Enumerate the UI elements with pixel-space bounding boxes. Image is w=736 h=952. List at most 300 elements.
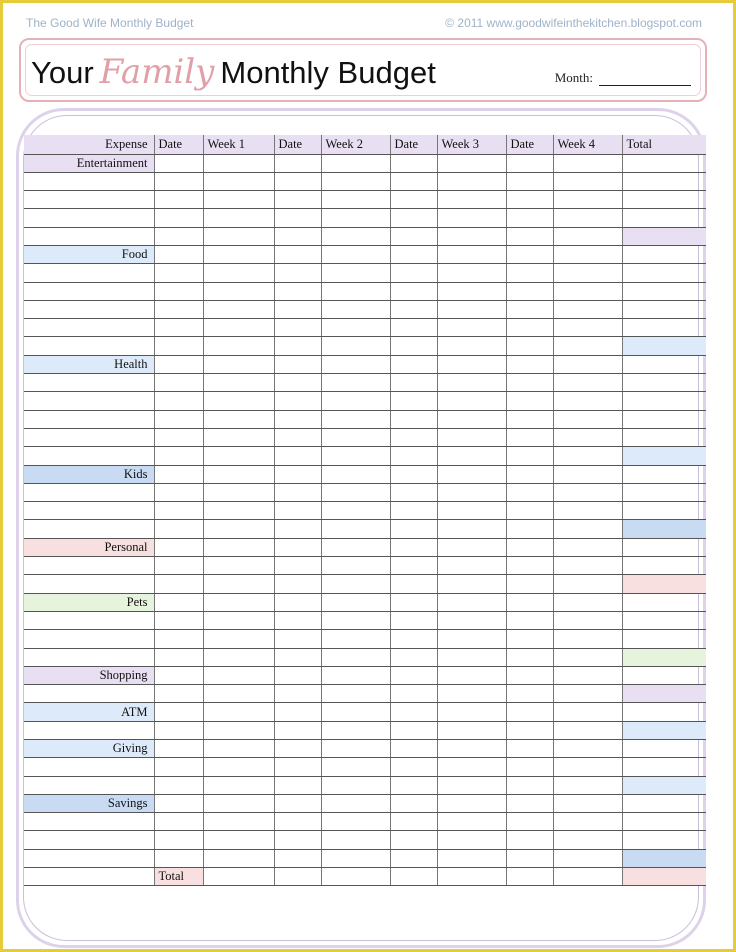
entry-cell[interactable] [506,374,553,392]
entry-cell[interactable] [553,355,622,373]
entry-cell[interactable] [506,868,553,886]
entry-cell[interactable] [390,502,437,520]
subtotal-row[interactable] [24,337,706,355]
entry-cell[interactable] [154,721,203,739]
entry-cell[interactable] [203,428,274,446]
entry-cell[interactable] [203,282,274,300]
entry-cell[interactable] [274,337,321,355]
entry-cell[interactable] [154,502,203,520]
entry-cell[interactable] [274,685,321,703]
entry-cell[interactable] [506,209,553,227]
entry-cell[interactable] [203,447,274,465]
entry-cell[interactable] [506,648,553,666]
entry-cell[interactable] [321,813,390,831]
table-row[interactable] [24,831,706,849]
entry-cell[interactable] [203,557,274,575]
entry-cell[interactable] [321,319,390,337]
entry-cell[interactable] [274,465,321,483]
entry-cell[interactable] [203,849,274,867]
entry-cell[interactable] [622,374,706,392]
entry-cell[interactable] [506,611,553,629]
entry-cell[interactable] [506,520,553,538]
entry-cell[interactable] [553,483,622,501]
entry-cell[interactable] [154,831,203,849]
entry-cell[interactable] [622,666,706,684]
entry-cell[interactable] [154,374,203,392]
entry-cell[interactable] [437,849,506,867]
entry-cell[interactable] [553,758,622,776]
entry-cell[interactable] [154,648,203,666]
entry-cell[interactable] [622,465,706,483]
entry-cell[interactable] [24,575,154,593]
entry-cell[interactable] [154,191,203,209]
entry-cell[interactable] [274,648,321,666]
entry-cell[interactable] [506,630,553,648]
entry-cell[interactable] [321,776,390,794]
entry-cell[interactable] [390,630,437,648]
entry-cell[interactable] [274,264,321,282]
entry-cell[interactable] [622,245,706,263]
entry-cell[interactable] [553,172,622,190]
entry-cell[interactable] [24,337,154,355]
entry-cell[interactable] [24,227,154,245]
entry-cell[interactable] [154,685,203,703]
entry-cell[interactable] [203,648,274,666]
entry-cell[interactable] [553,447,622,465]
entry-cell[interactable] [203,355,274,373]
entry-cell[interactable] [321,355,390,373]
category-row-giving[interactable] [24,740,706,758]
entry-cell[interactable] [154,227,203,245]
entry-cell[interactable] [321,374,390,392]
entry-cell[interactable] [506,593,553,611]
entry-cell[interactable] [390,538,437,556]
entry-cell[interactable] [203,538,274,556]
entry-cell[interactable] [321,245,390,263]
entry-cell[interactable] [437,520,506,538]
entry-cell[interactable] [203,685,274,703]
entry-cell[interactable] [321,227,390,245]
entry-cell[interactable] [390,868,437,886]
entry-cell[interactable] [274,520,321,538]
entry-cell[interactable] [274,502,321,520]
subtotal-cell[interactable] [622,520,706,538]
entry-cell[interactable] [203,794,274,812]
entry-cell[interactable] [154,776,203,794]
entry-cell[interactable] [390,740,437,758]
table-row[interactable] [24,557,706,575]
entry-cell[interactable] [274,282,321,300]
entry-cell[interactable] [506,172,553,190]
entry-cell[interactable] [154,538,203,556]
subtotal-cell[interactable] [622,776,706,794]
entry-cell[interactable] [390,209,437,227]
entry-cell[interactable] [203,630,274,648]
entry-cell[interactable] [203,520,274,538]
entry-cell[interactable] [321,282,390,300]
table-row[interactable] [24,611,706,629]
entry-cell[interactable] [154,849,203,867]
entry-cell[interactable] [154,575,203,593]
entry-cell[interactable] [437,300,506,318]
entry-cell[interactable] [622,831,706,849]
entry-cell[interactable] [154,557,203,575]
entry-cell[interactable] [622,300,706,318]
subtotal-cell[interactable] [622,575,706,593]
entry-cell[interactable] [24,776,154,794]
entry-cell[interactable] [274,813,321,831]
entry-cell[interactable] [203,831,274,849]
table-row[interactable] [24,209,706,227]
entry-cell[interactable] [506,191,553,209]
entry-cell[interactable] [203,154,274,172]
entry-cell[interactable] [321,392,390,410]
entry-cell[interactable] [390,813,437,831]
entry-cell[interactable] [154,611,203,629]
entry-cell[interactable] [203,813,274,831]
entry-cell[interactable] [506,319,553,337]
grand-total-cell[interactable] [622,868,706,886]
category-row-personal[interactable] [24,538,706,556]
entry-cell[interactable] [437,557,506,575]
entry-cell[interactable] [24,483,154,501]
entry-cell[interactable] [437,319,506,337]
entry-cell[interactable] [506,355,553,373]
entry-cell[interactable] [24,813,154,831]
entry-cell[interactable] [622,557,706,575]
entry-cell[interactable] [390,831,437,849]
entry-cell[interactable] [274,575,321,593]
entry-cell[interactable] [390,465,437,483]
table-row[interactable] [24,410,706,428]
entry-cell[interactable] [553,282,622,300]
entry-cell[interactable] [154,593,203,611]
entry-cell[interactable] [321,630,390,648]
entry-cell[interactable] [553,410,622,428]
subtotal-row[interactable] [24,648,706,666]
entry-cell[interactable] [437,428,506,446]
entry-cell[interactable] [321,868,390,886]
entry-cell[interactable] [437,868,506,886]
subtotal-row[interactable] [24,721,706,739]
entry-cell[interactable] [24,282,154,300]
entry-cell[interactable] [154,300,203,318]
entry-cell[interactable] [506,794,553,812]
entry-cell[interactable] [154,337,203,355]
table-row[interactable] [24,483,706,501]
entry-cell[interactable] [274,849,321,867]
entry-cell[interactable] [154,447,203,465]
entry-cell[interactable] [437,813,506,831]
entry-cell[interactable] [274,245,321,263]
entry-cell[interactable] [321,191,390,209]
entry-cell[interactable] [321,648,390,666]
entry-cell[interactable] [622,611,706,629]
entry-cell[interactable] [506,245,553,263]
entry-cell[interactable] [622,209,706,227]
subtotal-row[interactable] [24,520,706,538]
entry-cell[interactable] [390,410,437,428]
entry-cell[interactable] [274,392,321,410]
entry-cell[interactable] [390,154,437,172]
entry-cell[interactable] [622,282,706,300]
category-row-food[interactable] [24,245,706,263]
entry-cell[interactable] [24,428,154,446]
entry-cell[interactable] [274,355,321,373]
subtotal-row[interactable] [24,447,706,465]
entry-cell[interactable] [622,319,706,337]
entry-cell[interactable] [506,575,553,593]
entry-cell[interactable] [154,319,203,337]
entry-cell[interactable] [506,337,553,355]
entry-cell[interactable] [321,538,390,556]
entry-cell[interactable] [390,282,437,300]
entry-cell[interactable] [506,758,553,776]
entry-cell[interactable] [274,374,321,392]
entry-cell[interactable] [506,813,553,831]
entry-cell[interactable] [154,282,203,300]
entry-cell[interactable] [437,227,506,245]
entry-cell[interactable] [622,703,706,721]
subtotal-cell[interactable] [622,721,706,739]
entry-cell[interactable] [506,428,553,446]
entry-cell[interactable] [390,245,437,263]
entry-cell[interactable] [321,172,390,190]
table-row[interactable] [24,264,706,282]
entry-cell[interactable] [390,849,437,867]
subtotal-cell[interactable] [622,337,706,355]
entry-cell[interactable] [622,392,706,410]
entry-cell[interactable] [390,337,437,355]
entry-cell[interactable] [437,794,506,812]
entry-cell[interactable] [553,502,622,520]
entry-cell[interactable] [553,721,622,739]
entry-cell[interactable] [321,593,390,611]
entry-cell[interactable] [553,666,622,684]
entry-cell[interactable] [274,557,321,575]
entry-cell[interactable] [437,648,506,666]
entry-cell[interactable] [390,300,437,318]
entry-cell[interactable] [437,154,506,172]
entry-cell[interactable] [154,758,203,776]
entry-cell[interactable] [553,593,622,611]
entry-cell[interactable] [553,154,622,172]
entry-cell[interactable] [24,209,154,227]
entry-cell[interactable] [553,703,622,721]
table-row[interactable] [24,319,706,337]
category-row-entertainment[interactable] [24,154,706,172]
entry-cell[interactable] [203,868,274,886]
entry-cell[interactable] [553,868,622,886]
entry-cell[interactable] [203,593,274,611]
entry-cell[interactable] [24,300,154,318]
table-row[interactable] [24,374,706,392]
entry-cell[interactable] [274,538,321,556]
entry-cell[interactable] [553,740,622,758]
entry-cell[interactable] [437,209,506,227]
entry-cell[interactable] [506,264,553,282]
entry-cell[interactable] [390,319,437,337]
entry-cell[interactable] [553,611,622,629]
entry-cell[interactable] [154,740,203,758]
entry-cell[interactable] [321,337,390,355]
entry-cell[interactable] [154,428,203,446]
table-row[interactable] [24,300,706,318]
entry-cell[interactable] [437,410,506,428]
entry-cell[interactable] [203,776,274,794]
entry-cell[interactable] [437,502,506,520]
entry-cell[interactable] [203,392,274,410]
entry-cell[interactable] [390,483,437,501]
entry-cell[interactable] [203,264,274,282]
entry-cell[interactable] [321,575,390,593]
table-row[interactable] [24,813,706,831]
category-row-atm[interactable] [24,703,706,721]
entry-cell[interactable] [553,374,622,392]
entry-cell[interactable] [203,300,274,318]
entry-cell[interactable] [506,703,553,721]
entry-cell[interactable] [203,575,274,593]
entry-cell[interactable] [437,666,506,684]
category-row-kids[interactable] [24,465,706,483]
entry-cell[interactable] [24,410,154,428]
entry-cell[interactable] [622,264,706,282]
entry-cell[interactable] [506,447,553,465]
entry-cell[interactable] [321,794,390,812]
entry-cell[interactable] [274,410,321,428]
month-field[interactable] [555,70,691,86]
entry-cell[interactable] [390,557,437,575]
entry-cell[interactable] [622,355,706,373]
entry-cell[interactable] [437,630,506,648]
entry-cell[interactable] [154,245,203,263]
entry-cell[interactable] [154,703,203,721]
entry-cell[interactable] [24,557,154,575]
entry-cell[interactable] [24,685,154,703]
entry-cell[interactable] [274,319,321,337]
entry-cell[interactable] [274,831,321,849]
entry-cell[interactable] [274,154,321,172]
subtotal-row[interactable] [24,849,706,867]
entry-cell[interactable] [274,172,321,190]
entry-cell[interactable] [321,428,390,446]
entry-cell[interactable] [553,209,622,227]
table-row[interactable] [24,282,706,300]
entry-cell[interactable] [24,447,154,465]
entry-cell[interactable] [437,685,506,703]
entry-cell[interactable] [622,428,706,446]
entry-cell[interactable] [203,740,274,758]
entry-cell[interactable] [437,538,506,556]
entry-cell[interactable] [553,776,622,794]
entry-cell[interactable] [622,593,706,611]
entry-cell[interactable] [203,191,274,209]
entry-cell[interactable] [24,172,154,190]
entry-cell[interactable] [274,740,321,758]
entry-cell[interactable] [437,575,506,593]
entry-cell[interactable] [274,666,321,684]
entry-cell[interactable] [154,520,203,538]
entry-cell[interactable] [203,611,274,629]
entry-cell[interactable] [274,721,321,739]
entry-cell[interactable] [390,666,437,684]
entry-cell[interactable] [203,502,274,520]
entry-cell[interactable] [321,502,390,520]
entry-cell[interactable] [437,355,506,373]
entry-cell[interactable] [203,245,274,263]
entry-cell[interactable] [321,447,390,465]
entry-cell[interactable] [24,868,154,886]
entry-cell[interactable] [506,154,553,172]
subtotal-cell[interactable] [622,849,706,867]
entry-cell[interactable] [437,758,506,776]
entry-cell[interactable] [390,428,437,446]
subtotal-row[interactable] [24,227,706,245]
entry-cell[interactable] [437,465,506,483]
entry-cell[interactable] [506,666,553,684]
table-row[interactable] [24,630,706,648]
table-row[interactable] [24,502,706,520]
entry-cell[interactable] [154,666,203,684]
entry-cell[interactable] [622,813,706,831]
entry-cell[interactable] [437,740,506,758]
entry-cell[interactable] [390,794,437,812]
entry-cell[interactable] [437,721,506,739]
entry-cell[interactable] [321,465,390,483]
entry-cell[interactable] [553,337,622,355]
entry-cell[interactable] [154,264,203,282]
entry-cell[interactable] [622,154,706,172]
entry-cell[interactable] [506,740,553,758]
entry-cell[interactable] [390,447,437,465]
entry-cell[interactable] [437,831,506,849]
entry-cell[interactable] [622,538,706,556]
entry-cell[interactable] [437,776,506,794]
entry-cell[interactable] [506,227,553,245]
entry-cell[interactable] [390,648,437,666]
entry-cell[interactable] [553,465,622,483]
entry-cell[interactable] [553,264,622,282]
entry-cell[interactable] [437,611,506,629]
entry-cell[interactable] [154,154,203,172]
entry-cell[interactable] [553,191,622,209]
entry-cell[interactable] [553,575,622,593]
entry-cell[interactable] [321,410,390,428]
entry-cell[interactable] [154,630,203,648]
table-row[interactable] [24,392,706,410]
entry-cell[interactable] [622,410,706,428]
entry-cell[interactable] [622,794,706,812]
entry-cell[interactable] [154,392,203,410]
entry-cell[interactable] [390,776,437,794]
entry-cell[interactable] [553,319,622,337]
entry-cell[interactable] [437,447,506,465]
entry-cell[interactable] [622,740,706,758]
entry-cell[interactable] [321,264,390,282]
entry-cell[interactable] [437,264,506,282]
entry-cell[interactable] [553,392,622,410]
entry-cell[interactable] [24,319,154,337]
entry-cell[interactable] [24,392,154,410]
entry-cell[interactable] [274,483,321,501]
entry-cell[interactable] [390,721,437,739]
entry-cell[interactable] [506,300,553,318]
entry-cell[interactable] [506,721,553,739]
entry-cell[interactable] [390,685,437,703]
subtotal-cell[interactable] [622,648,706,666]
entry-cell[interactable] [24,611,154,629]
entry-cell[interactable] [203,227,274,245]
